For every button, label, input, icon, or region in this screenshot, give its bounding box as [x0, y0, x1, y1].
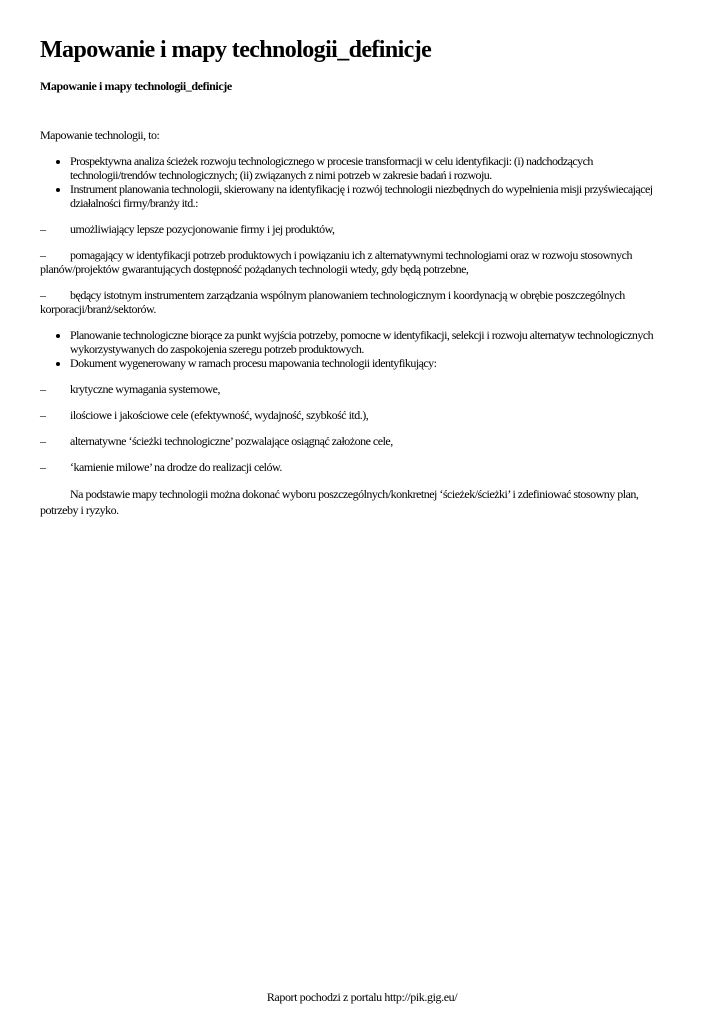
dash-mark: – — [40, 408, 46, 422]
page-footer: Raport pochodzi z portalu http://pik.gig.eu/ — [266, 990, 458, 1004]
closing-paragraph: Na podstawie mapy technologii można dokonać wyboru poszczególnych/konkretnej ‘ścieżek/ścieżki’ i zdefiniować stosowny plan, potrzeby i ryzyko. — [40, 487, 639, 517]
dash-mark: – — [40, 434, 46, 448]
dash-item — [40, 434, 670, 448]
list-item: • Prospektywna analiza ścieżek rozwoju technologicznego w procesie transformacji w celu identyfikacji: (i) nadchodzących technologii/trendów technologicznych; (ii) związanych z nimi potrzeb w zakresie badań i rozwoju. — [70, 154, 670, 182]
list-item: • Instrument planowania technologii, skierowany na identyfikację i rozwój technologii niezbędnych do wypełnienia misji przyświecającej działalności firmy/branży itd.: — [70, 182, 670, 210]
dash-item — [40, 408, 670, 422]
dash-item — [40, 288, 670, 316]
list-item: • Dokument wygenerowany w ramach procesu mapowania technologii identyfikujący: — [70, 356, 670, 370]
dash-mark: – — [40, 460, 46, 474]
dash-item — [40, 460, 670, 474]
dash-item — [40, 222, 670, 236]
bullet-list-1 — [40, 154, 670, 210]
document-subtitle: Mapowanie i mapy technologii_definicje — [40, 79, 232, 93]
dash-item — [40, 382, 670, 396]
dash-item-text: będący istotnym instrumentem zarządzania wspólnym planowaniem technologicznym i koordynacją w obrębie poszczególnych korporacji/branż/sektorów. — [40, 288, 625, 316]
intro-paragraph: Mapowanie technologii, to: — [40, 128, 160, 142]
dash-mark: – — [40, 222, 46, 236]
dash-item-text: umożliwiający lepsze pozycjonowanie firmy i jej produktów, — [70, 222, 335, 236]
document-page — [40, 0, 670, 518]
dash-item-text: ilościowe i jakościowe cele (efektywność, wydajność, szybkość itd.), — [70, 408, 369, 422]
dash-mark: – — [40, 382, 46, 396]
page-title: Mapowanie i mapy technologii_definicje — [40, 37, 432, 63]
dash-item-text: krytyczne wymagania systemowe, — [70, 382, 220, 396]
dash-item-text: pomagający w identyfikacji potrzeb produktowych i powiązaniu ich z alternatywnymi technologiami oraz w rozwoju stosownych planów/projektów gwarantujących dostępność pożądanych technologii wtedy, gdy będą potrzebne, — [40, 248, 632, 276]
dash-item-text: alternatywne ‘ścieżki technologiczne’ pozwalające osiągnąć założone cele, — [70, 434, 393, 448]
dash-mark: – — [40, 248, 46, 262]
dash-item — [40, 248, 670, 276]
dash-item-text: ‘kamienie milowe’ na drodze do realizacji celów. — [70, 460, 282, 474]
dash-mark: – — [40, 288, 46, 302]
bullet-list-2 — [40, 328, 670, 370]
list-item: • Planowanie technologiczne biorące za punkt wyjścia potrzeby, pomocne w identyfikacji, selekcji i rozwoju alternatyw technologicznych wykorzystywanych do zaspokojenia szeregu potrzeb produktowych. — [70, 328, 670, 356]
